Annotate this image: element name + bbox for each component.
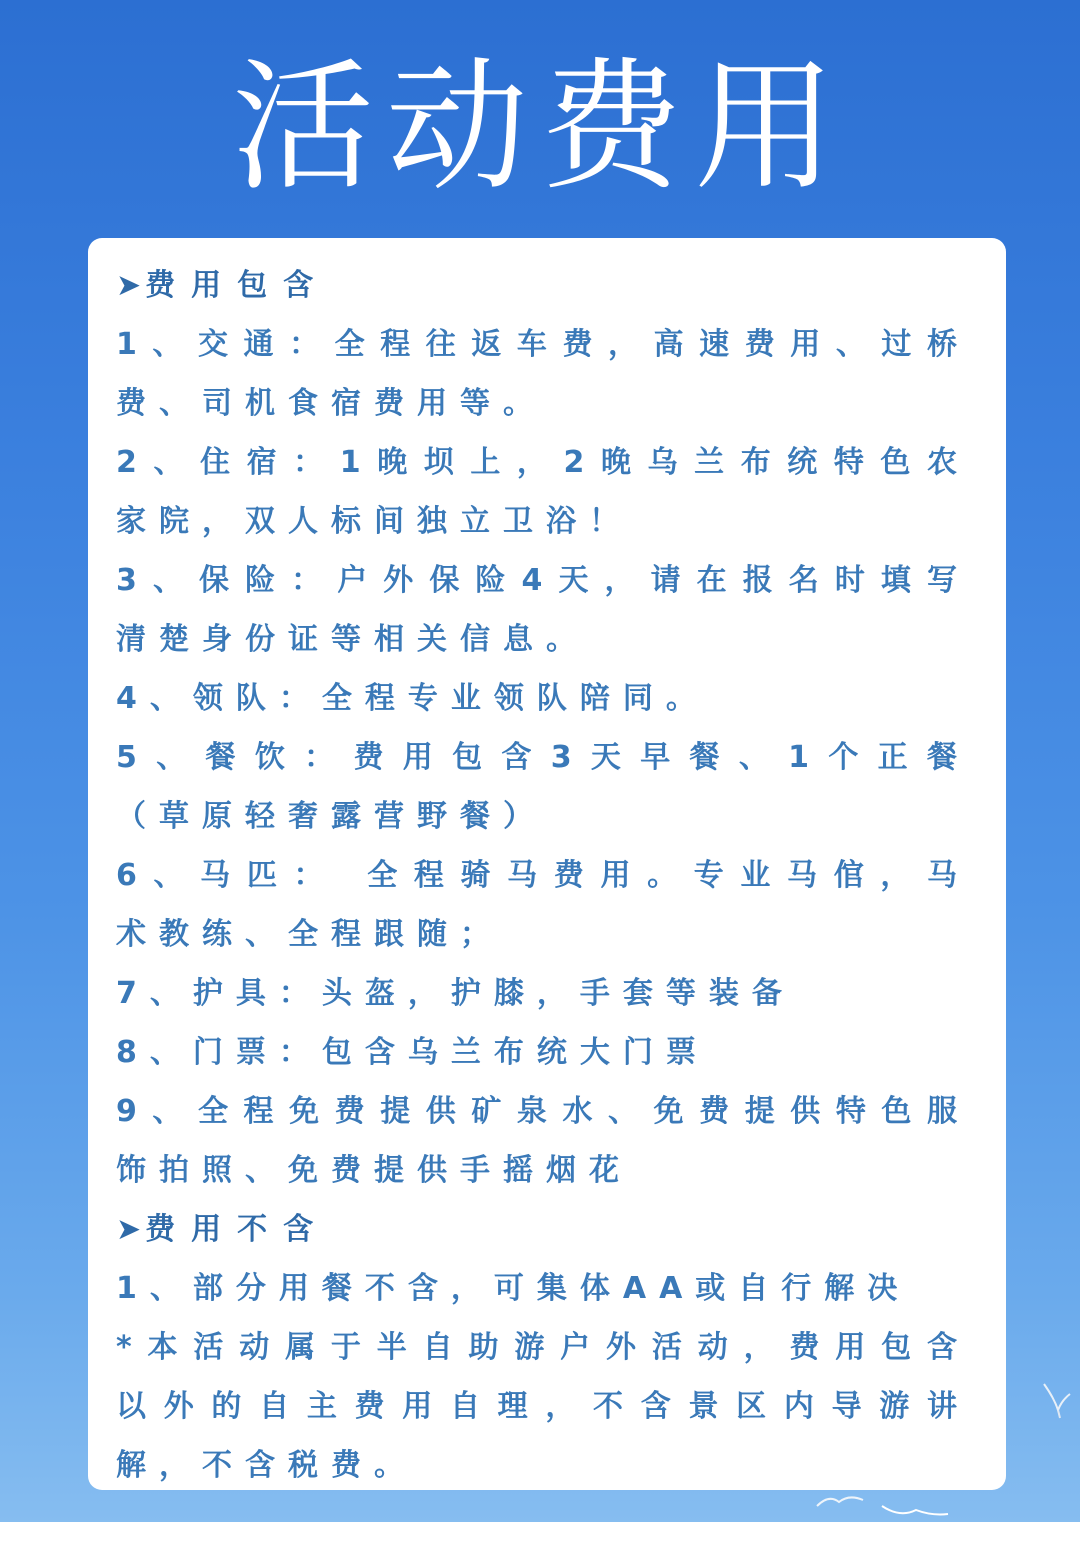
section-heading-included	[116, 256, 966, 315]
list-item: 7、护具：头盔，护膝，手套等装备	[116, 976, 795, 1011]
seagull-icon	[1040, 1380, 1074, 1420]
list-item: 9、全程免费提供矿泉水、免费提供特色服	[116, 1094, 966, 1129]
fee-card	[88, 238, 1006, 1490]
list-item: 清楚身份证等相关信息。	[116, 622, 589, 657]
list-item: 以外的自主费用自理，不含景区内导游讲	[116, 1389, 966, 1424]
list-item: 家院，双人标间独立卫浴！	[116, 504, 632, 539]
list-item: 4、领队：全程专业领队陪同。	[116, 681, 709, 716]
list-item: 1、部分用餐不含，可集体AA或自行解决	[116, 1271, 911, 1306]
list-item: 5、餐饮：费用包含3天早餐、1个正餐	[116, 740, 966, 775]
seagull-icon	[815, 1490, 865, 1514]
section-heading-excluded	[116, 1200, 966, 1259]
heading-label: 费用不含	[145, 1212, 330, 1247]
list-item: 饰拍照、免费提供手摇烟花	[116, 1153, 632, 1188]
list-item: 费、司机食宿费用等。	[116, 386, 546, 421]
list-item: *本活动属于半自助游户外活动，费用包含	[116, 1330, 966, 1365]
list-item: 术教练、全程跟随；	[116, 917, 503, 952]
list-item: 3、保险：户外保险4天，请在报名时填写	[116, 563, 966, 598]
list-item: 解，不含税费。	[116, 1448, 417, 1483]
page-title: 活动费用	[232, 45, 848, 210]
arrow-right-icon: ➤	[116, 268, 142, 303]
heading-label: 费用包含	[145, 268, 330, 303]
list-item: （草原轻奢露营野餐）	[116, 799, 546, 834]
list-item: 2、住宿：1晚坝上，2晚乌兰布统特色农	[116, 445, 966, 480]
seagull-icon	[880, 1500, 950, 1520]
list-item: 1、交通：全程往返车费，高速费用、过桥	[116, 327, 966, 362]
list-item: 8、门票：包含乌兰布统大门票	[116, 1035, 709, 1070]
arrow-right-icon: ➤	[116, 1212, 142, 1247]
list-item: 6、马匹： 全程骑马费用。专业马倌，马	[116, 858, 966, 893]
